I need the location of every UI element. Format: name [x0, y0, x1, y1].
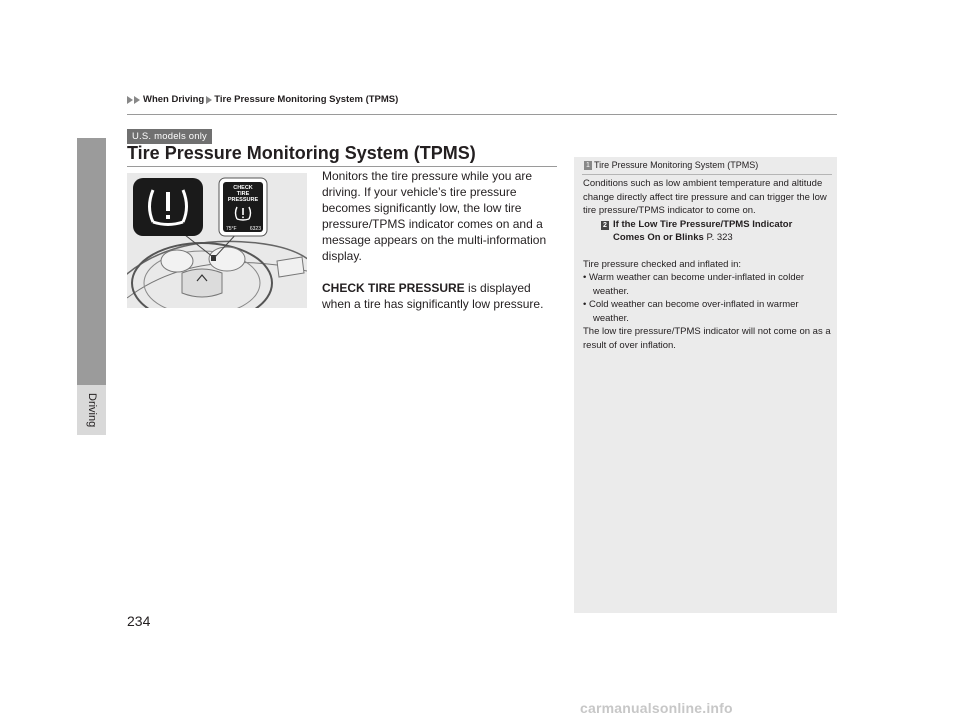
- cross-reference-title-cont: Comes On or Blinks: [613, 232, 704, 243]
- breadcrumb-item[interactable]: When Driving: [143, 94, 205, 105]
- breadcrumb-arrow-icon: [127, 96, 133, 104]
- title-divider: [127, 166, 557, 167]
- breadcrumb-item[interactable]: Tire Pressure Monitoring System (TPMS): [214, 94, 399, 105]
- message-name: CHECK TIRE PRESSURE: [322, 281, 465, 295]
- cross-reference-icon: 2: [601, 221, 609, 230]
- list-item: • Cold weather can become over-inflated in warmer weather.: [583, 299, 799, 324]
- region-badge: U.S. models only: [127, 129, 212, 144]
- main-body: [322, 168, 562, 328]
- display-left-reading: 75°F: [226, 226, 237, 232]
- sidebar-paragraph: Conditions such as low ambient temperature and altitude change directly affect tire pressure and can trigger the low tire pressure/TPMS indicator to come on.: [583, 178, 827, 216]
- cross-reference-title: If the Low Tire Pressure/TPMS Indicator: [613, 218, 793, 230]
- sidebar-body: [583, 177, 833, 352]
- sidebar-paragraph: Tire pressure checked and inflated in:: [583, 258, 742, 270]
- page-number: 234: [127, 613, 151, 629]
- body-paragraph: Monitors the tire pressure while you are driving. If your vehicle’s tire pressure becomes significantly low, the low tire pressure/TPMS indicator comes on and a message appears on the multi-information display.: [322, 169, 547, 263]
- sidebar-divider: [582, 174, 832, 175]
- page-title: Tire Pressure Monitoring System (TPMS): [127, 143, 476, 163]
- cross-reference-page: P. 323: [703, 232, 733, 243]
- display-text-line: TIRE: [236, 191, 250, 197]
- sidebar-header-title: Tire Pressure Monitoring System (TPMS): [594, 160, 759, 170]
- dashboard-drawing: [127, 173, 307, 308]
- list-item: • Warm weather can become under-inflated in colder weather.: [583, 272, 805, 297]
- breadcrumb-arrow-icon: [206, 96, 212, 104]
- note-number-icon: 1: [584, 161, 592, 170]
- chapter-tab-block: [77, 138, 106, 385]
- sidebar-header: [574, 157, 837, 173]
- dashboard-illustration: [127, 173, 307, 308]
- breadcrumb: [127, 94, 400, 105]
- sidebar-paragraph: The low tire pressure/TPMS indicator will not come on as a result of over inflation.: [583, 326, 831, 351]
- display-text-line: CHECK: [233, 185, 253, 191]
- header-divider: [127, 114, 837, 115]
- breadcrumb-arrow-icon: [134, 96, 140, 104]
- cross-reference-link[interactable]: [583, 218, 833, 245]
- watermark: carmanualsonline.info: [580, 700, 733, 716]
- body-paragraph: [322, 280, 562, 312]
- notes-sidebar: [574, 157, 837, 613]
- message-description: is displayed when a tire has significantly low pressure.: [322, 281, 544, 311]
- display-text-line: PRESSURE: [227, 197, 259, 203]
- display-right-reading: 6323: [249, 226, 261, 232]
- chapter-tab-label[interactable]: Driving: [86, 392, 98, 428]
